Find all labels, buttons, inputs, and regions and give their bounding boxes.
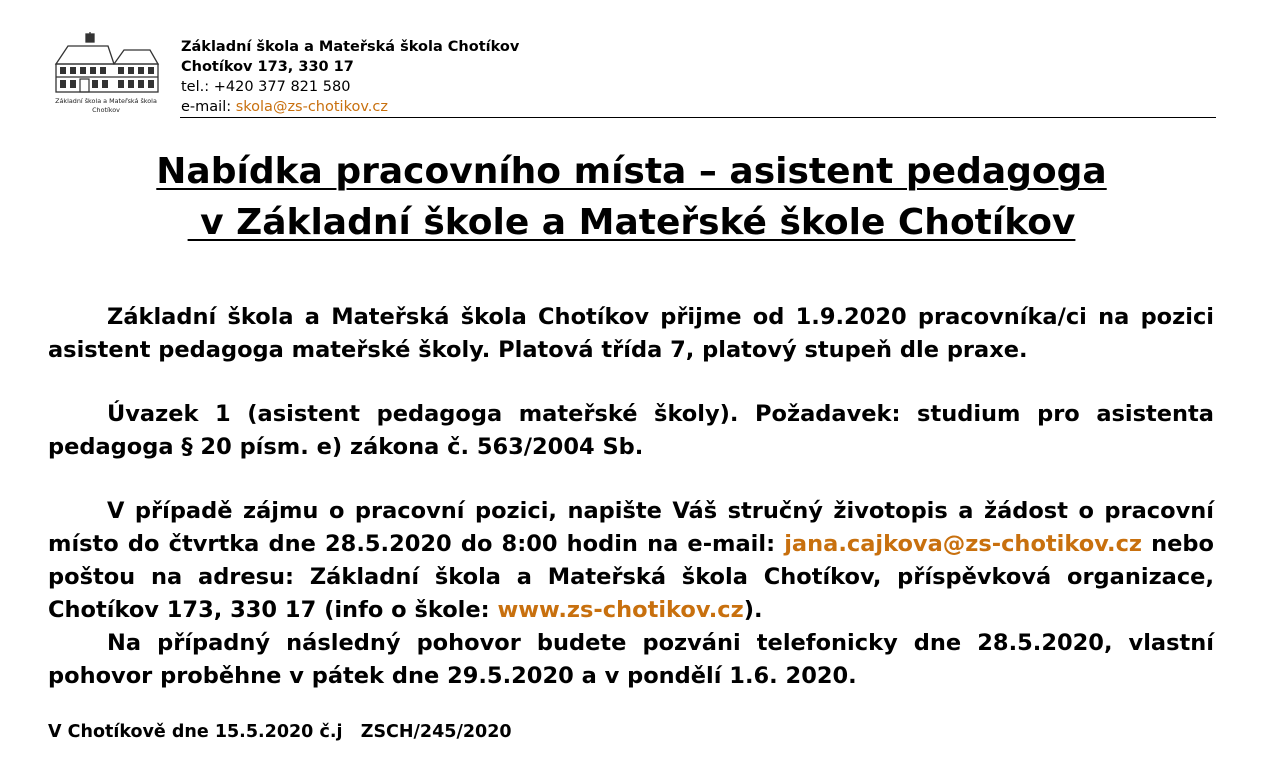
application-text-3: ). (743, 597, 763, 623)
header-divider (180, 117, 1216, 118)
school-logo (52, 32, 160, 116)
application-text-1: V případě zájmu o pracovní pozici, napište Váš stručný životopis a žádost o pracovní místo do čtvrtka dne 28.5.2020 do 8:00 hodin na e-mail: (48, 498, 1214, 557)
page-title (0, 146, 1263, 248)
school-email-link[interactable]: skola@zs-chotikov.cz (235, 99, 388, 115)
title-line-2: v Základní škole a Mateřské škole Chotíkov (187, 202, 1076, 243)
school-phone: tel.: +420 377 821 580 (181, 79, 351, 95)
school-website-link[interactable]: www.zs-chotikov.cz (497, 597, 744, 623)
application-text-2: nebo poštou na adresu: Základní škola a Mateřská škola Chotíkov, příspěvková organizace, Chotíkov 173, 330 17 (info o škole: (48, 531, 1214, 623)
school-address: Chotíkov 173, 330 17 (181, 59, 354, 75)
footer-reference: V Chotíkově dne 15.5.2020 č.j ZSCH/245/2020 (48, 722, 512, 742)
school-email-line (181, 97, 519, 117)
school-name: Základní škola a Mateřská škola Chotíkov (181, 39, 520, 55)
logo-caption-line2: Chotíkov (92, 106, 120, 114)
paragraph-requirements: Úvazek 1 (asistent pedagoga mateřské školy). Požadavek: studium pro asistenta pedagoga § 20 písm. e) zákona č. 563/2004 Sb. (48, 401, 1214, 460)
school-building-icon (52, 32, 160, 116)
contact-email-link[interactable]: jana.cajkova@zs-chotikov.cz (784, 531, 1142, 557)
title-line-1: Nabídka pracovního místa – asistent pedagoga (156, 151, 1107, 192)
job-offer-body (48, 301, 1214, 693)
paragraph-application (48, 495, 1214, 627)
email-label: e-mail: (181, 99, 236, 115)
paragraph-position: Základní škola a Mateřská škola Chotíkov přijme od 1.9.2020 pracovníka/ci na pozici asistent pedagoga mateřské školy. Platová třída 7, platový stupeň dle praxe. (48, 304, 1214, 363)
logo-caption-line1: Základní škola a Mateřská škola (55, 97, 157, 105)
paragraph-interview: Na případný následný pohovor budete pozváni telefonicky dne 28.5.2020, vlastní pohovor proběhne v pátek dne 29.5.2020 a v pondělí 1.6. 2020. (48, 630, 1214, 689)
letterhead (181, 37, 519, 117)
